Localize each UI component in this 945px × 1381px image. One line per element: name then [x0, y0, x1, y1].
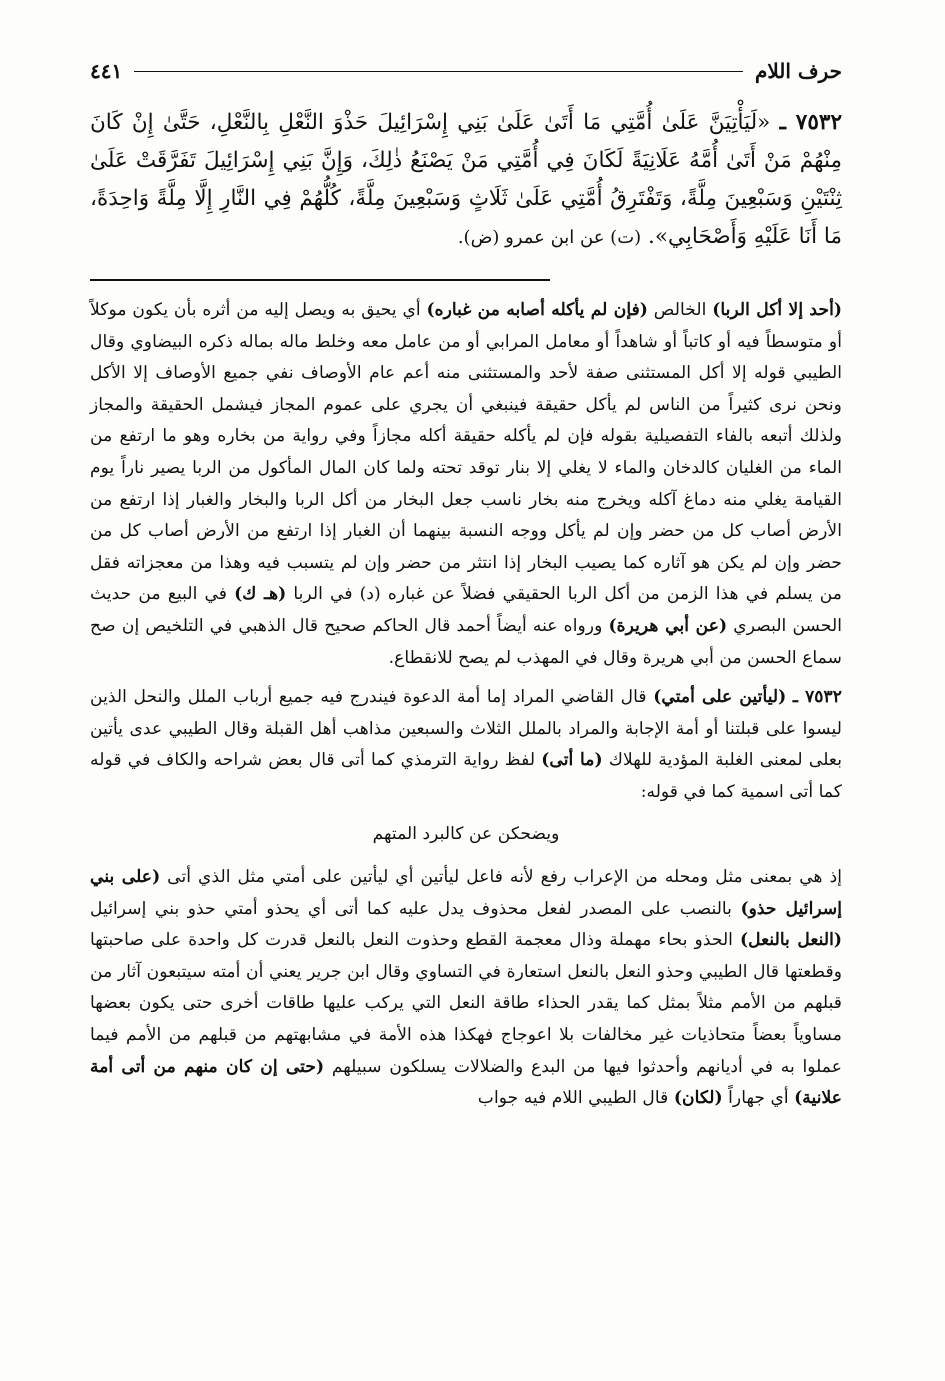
commentary-text: لفظ رواية الترمذي كما أتى قال بعض شراحه والكاف في قوله كما أتى اسمية كما في قوله:: [90, 750, 842, 802]
commentary-text: إذ هي بمعنى مثل ومحله من الإعراب رفع لأنه فاعل ليأتين أي ليأتين على أمتي مثل الذي أتى: [160, 867, 842, 888]
page-header: [90, 48, 842, 94]
bold-term: (عن أبي هريرة): [608, 615, 728, 636]
footnote-separator: [90, 279, 550, 281]
bold-term: (فإن لم يأكله أصابه من غباره): [426, 300, 648, 320]
commentary-paragraph: [90, 862, 842, 1115]
book-page: [90, 48, 842, 1381]
hadith-text: [90, 104, 842, 257]
commentary-text: ورواه عنه أيضاً أحمد قال الحاكم صحيح قال الذهبي في التلخيص إن صح سماع الحسن من أبي هريرة وقال في المهذب لم يصح للانقطاع.: [90, 615, 842, 668]
commentary-text: قال الطيبي اللام فيه جواب: [477, 1088, 674, 1109]
commentary-text: أي جهاراً: [722, 1088, 795, 1109]
chapter-title: حرف اللام: [754, 59, 842, 83]
bold-term: (هـ ك): [234, 584, 287, 605]
bold-term: (ما أتى): [541, 750, 603, 771]
bold-term: (لكان): [673, 1088, 723, 1109]
bold-term: (ليأتين على أمتي): [653, 687, 787, 708]
commentary-text: الحذو بحاء مهملة وذال معجمة القطع وحذوت النعل بالنعل قدرت كل واحدة على صاحبتها وقطعتها قال الطيبي وحذو النعل بالنعل استعارة في التساوي وقال ابن جرير يعني أن أمته سيتبعون آثار من قبلهم من الأمم مثلاً بمثل كما يقدر الحذاء طاقة النعل التي يركب عليها طاقات أخرى حتى يكون بعضها مساوياً بعضاً متحاذيات غير مخالفات بلا اعوجاج فهكذا هذه الأمة في مشابهتهم من قبلهم من الأمم فيما عملوا به في أديانهم وأحدثوا فيها من البدع والضلالات يسلكون سبيلهم: [90, 930, 842, 1077]
page-number: ٤٤١: [90, 59, 123, 83]
commentary-text: أي يحيق به ويصل إليه من أثره بأن يكون موكلاً أو متوسطاً فيه أو كاتباً أو شاهداً أو معامل المرابي أو من عامل معه وخلط ماله بماله ذكره البيضاوي وقال الطيبي قوله إلا أكل المستثنى صفة لأحد والمستثنى منه أعم عام الأوصاف نفي جميع الأوصاف إلا الأكل ونحن نرى كثيراً من الناس لم يأكل حقيقة فينبغي أن يجري على عموم المجاز فيشمل الحقيقة والمجاز ولذلك أتبعه بالفاء التفصيلية بقوله فإن لم يأكله حقيقة أكله مجازاً وفي رواية من بخاره وهو ما ارتفع من الماء من الغليان كالدخان والماء لا يغلي إلا بنار توقد تحته ولما كان المال المأكول من الربا يصير ناراً يوم القيامة يغلي منه دماغ آكله ويخرج منه بخار ناسب جعل البخار من أكل الربا والبخار والغبار إذا ارتفع من الأرض أصاب كل من حضر وإن لم يأكل ووجه النسبة بينهما أن الغبار إذا ارتفع من الأرض أصاب كل من حضر وإن لم يكن هو آثاره كما يصيب البخار إذا انتثر من حضر وإن لم يتسبب فيه وهذا من معجزاته فقل من يسلم في هذا الزمن من أكل الربا الحقيقي فضلاً عن غباره (د) في الربا: [90, 300, 843, 605]
bold-term: (النعل بالنعل): [739, 930, 842, 951]
bold-term: (أحد إلا أكل الربا): [712, 300, 842, 320]
bold-term: (حتى إن كان منهم من أتى أمة علانية): [90, 1056, 842, 1109]
hadith-number: ٧٥٣٢ ـ: [792, 687, 842, 708]
bold-term: (على بني إسرائيل حذو): [90, 867, 842, 919]
commentary-text: بالنصب على المصدر لفعل محذوف يدل عليه كما أتى أي يحذو أمتي حذو بني إسرائيل: [90, 898, 741, 919]
commentary-text: قال القاضي المراد إما أمة الدعوة فيندرج فيه جميع أرباب الملل والنحل الذين ليسوا على قبلتنا أو أمة الإجابة والمراد بالملل الثلاث والسبعين مذاهب أهل القبلة وقال الطيبي عدى يأتين بعلى لمعنى الغلبة المؤدية للهلاك: [90, 687, 842, 771]
header-rule: [134, 71, 743, 72]
commentary-text: في البيع من حديث الحسن البصري: [90, 584, 843, 636]
hadith-number: ٧٥٣٢ ـ: [779, 110, 842, 135]
hadith-body: «لَيَأْتِيَنَّ عَلَىٰ أُمَّتِي مَا أَتَىٰ عَلَىٰ بَنِي إِسْرَائِيلَ حَذْوَ النَّعْلِ بِالنَّعْلِ، حَتَّىٰ إِنْ كَانَ مِنْهُمْ مَنْ أَتَىٰ أُمَّهُ عَلَانِيَةً لَكَانَ فِي أُمَّتِي مَنْ يَصْنَعُ ذٰلِكَ، وَإِنَّ بَنِي إِسْرَائِيلَ تَفَرَّقَتْ عَلَىٰ ثِنْتَيْنِ وَسَبْعِينَ مِلَّةً، وَتَفْتَرِقُ أُمَّتِي عَلَىٰ ثَلَاثٍ وَسَبْعِينَ مِلَّةً، كُلُّهُمْ فِي النَّارِ إِلَّا مِلَّةً وَاحِدَةً، مَا أَنَا عَلَيْهِ وَأَصْحَابِي».: [90, 110, 842, 249]
commentary-paragraph: [90, 295, 842, 674]
hadith-source: (ت) عن ابن عمرو (ض).: [457, 227, 642, 248]
commentary-text: الخالص: [647, 300, 713, 320]
commentary: [90, 295, 842, 1115]
commentary-paragraph: [90, 682, 842, 808]
poetry-verse: ويضحكن عن كالبرد المتهم: [372, 823, 560, 844]
